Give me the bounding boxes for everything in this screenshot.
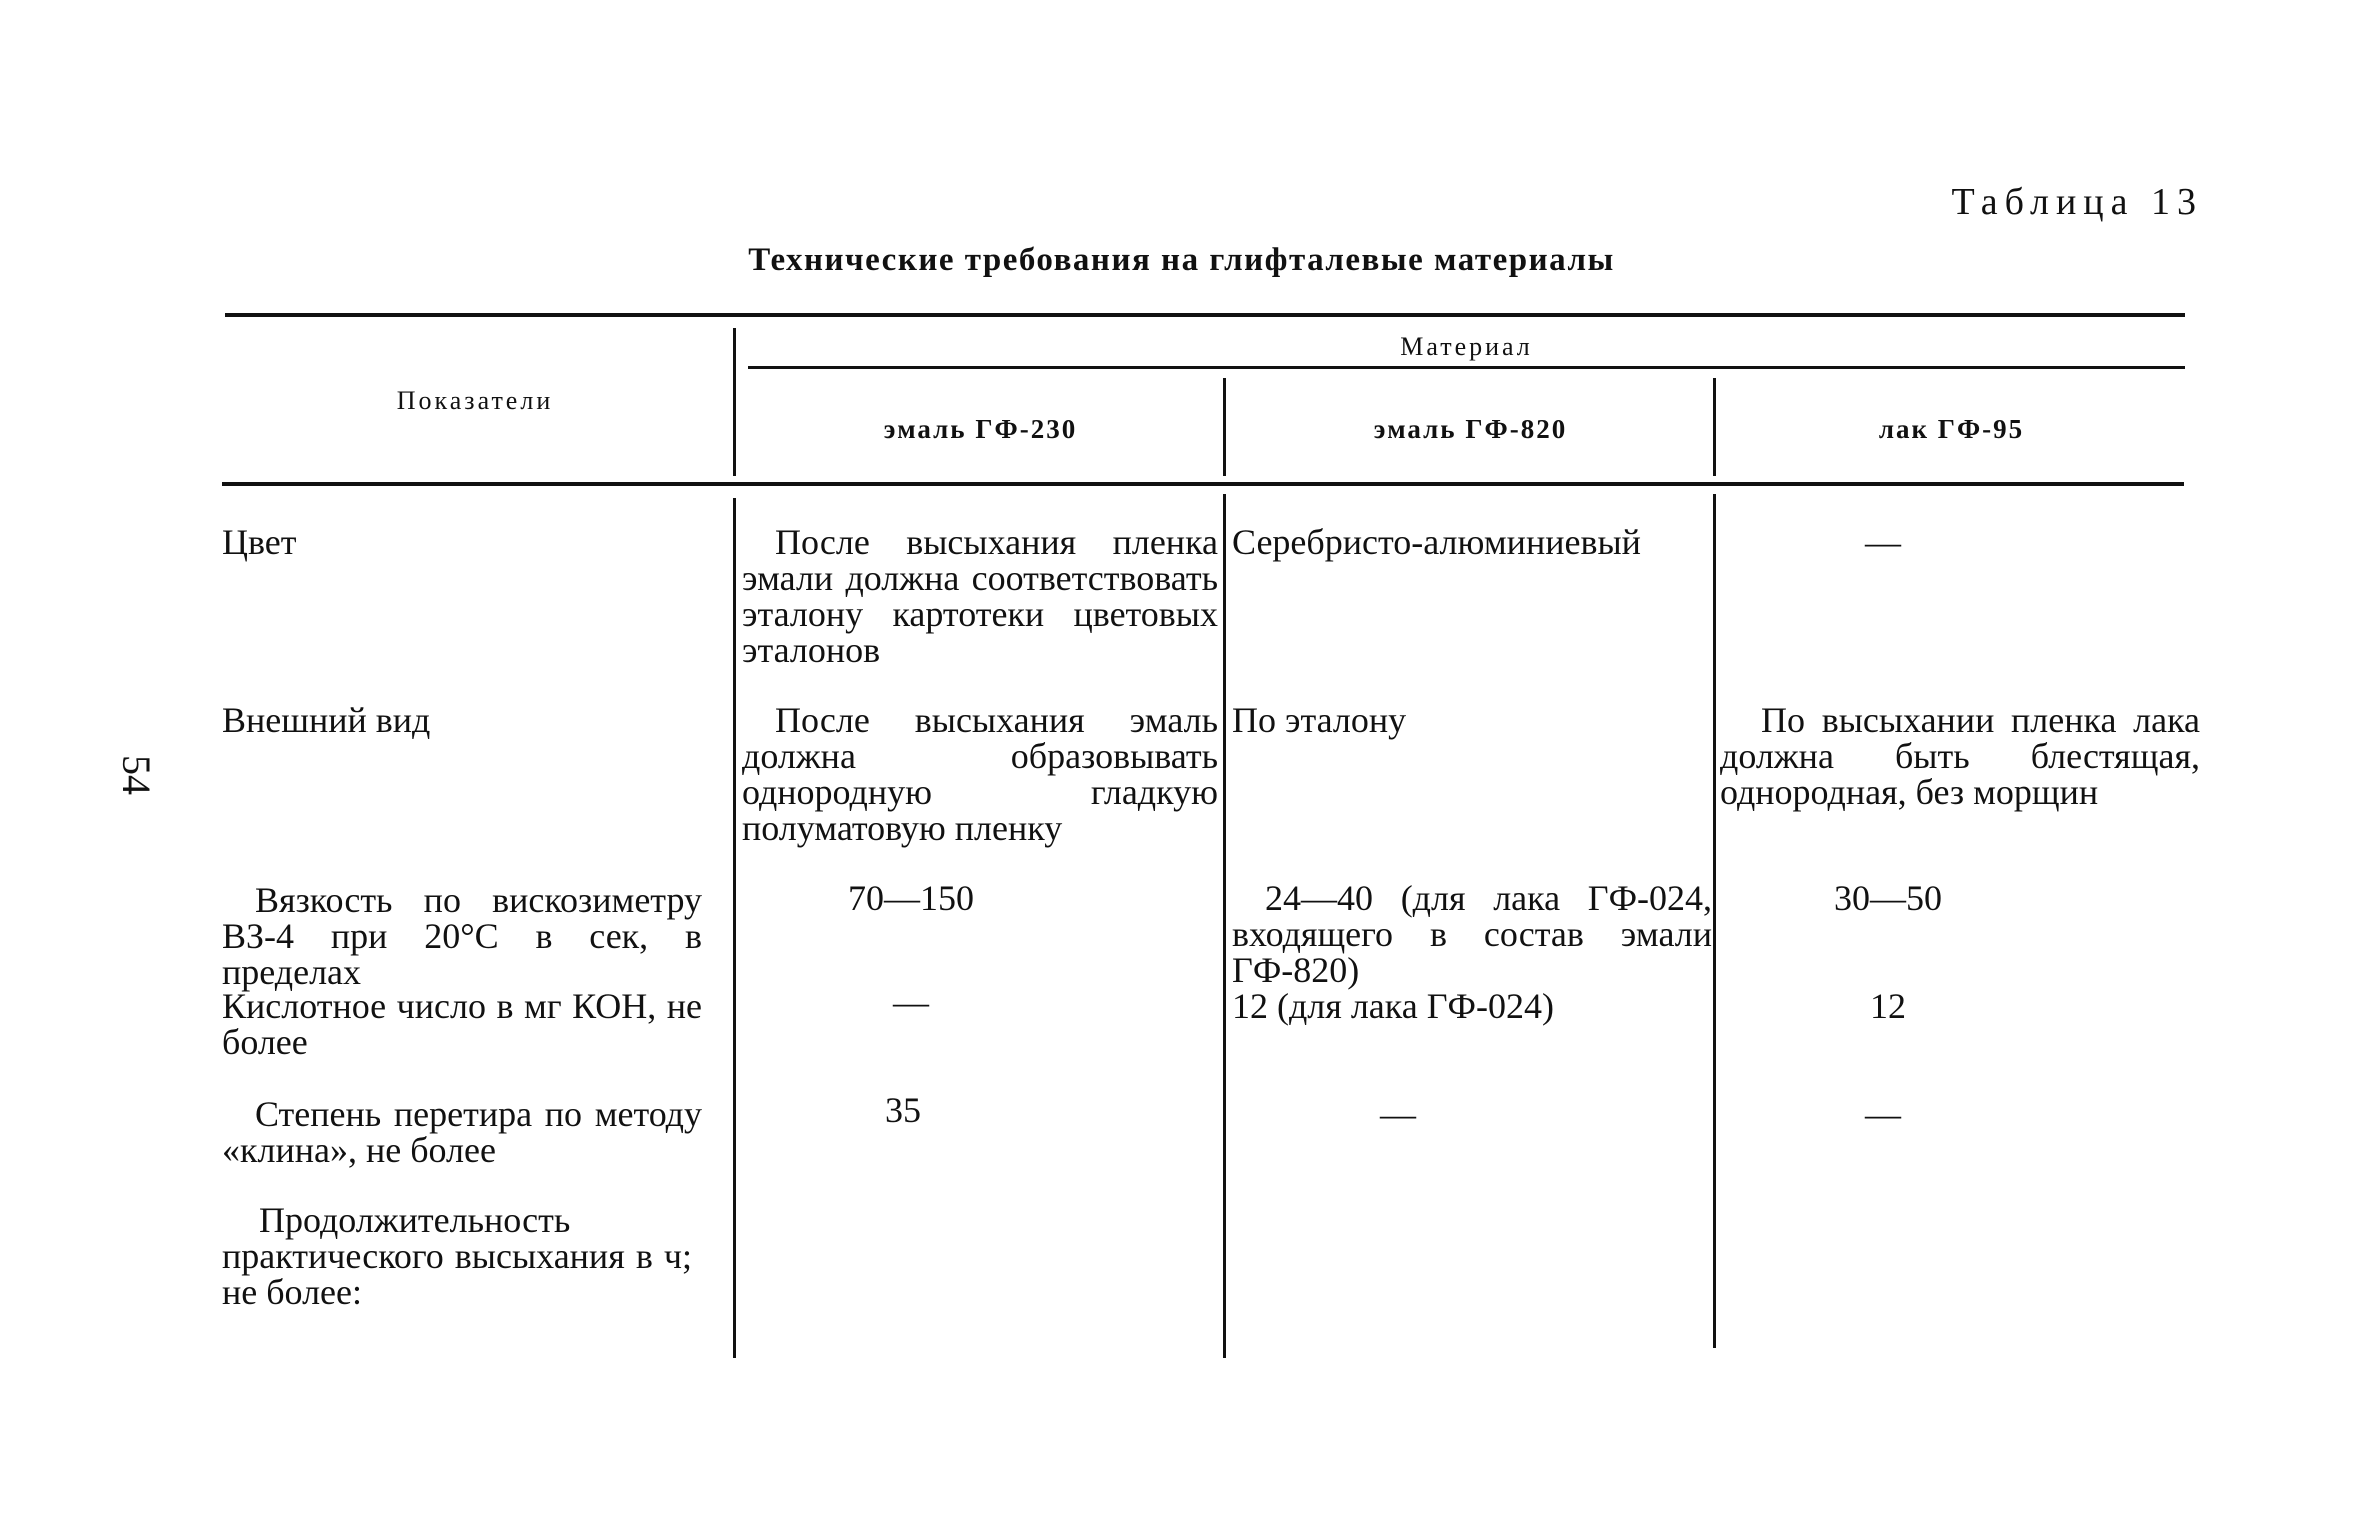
column-divider-2 bbox=[1223, 378, 1226, 476]
header-col-gf95: лак ГФ-95 bbox=[1878, 414, 2025, 444]
row-acid-number-label: Кислотное число в мг КОН, не более bbox=[222, 986, 702, 1062]
row-viscosity-gf820: 24—40 (для лака ГФ-024, входящего в состав эмали ГФ-820) bbox=[1232, 878, 1712, 990]
header-col-gf230: эмаль ГФ-230 bbox=[883, 414, 1078, 444]
column-divider-1 bbox=[733, 328, 736, 476]
page-number: 54 bbox=[114, 755, 159, 795]
row-color-label: Цвет bbox=[222, 522, 297, 562]
row-grind-gf230: 35 bbox=[885, 1090, 921, 1130]
row-appearance-label: Внешний вид bbox=[222, 700, 431, 740]
row-viscosity-label: Вязкость по вискозиметру ВЗ-4 при 20°С в сек, в пределах bbox=[222, 880, 702, 992]
row-drying-time-label: Продолжительность практического высыхания в ч; не более: bbox=[222, 1200, 692, 1312]
row-grind-label: Степень перетира по методу «клина», не более bbox=[222, 1094, 702, 1170]
row-viscosity-gf230: 70—150 bbox=[848, 878, 974, 918]
row-color-gf230: После высыхания пленка эмали должна соответствовать эталону картотеки цветовых эталонов bbox=[742, 522, 1218, 670]
header-indicators: Показатели bbox=[396, 386, 554, 415]
table-number: Таблица 13 bbox=[1951, 181, 2203, 223]
column-divider-3 bbox=[1713, 378, 1716, 476]
row-acid-number-gf820: 12 (для лака ГФ-024) bbox=[1232, 986, 1554, 1026]
table-title: Технические требования на глифталевые материалы bbox=[748, 242, 1615, 278]
row-appearance-gf820: По эталону bbox=[1232, 700, 1407, 740]
column-divider-2-body bbox=[1223, 494, 1226, 1358]
column-divider-3-body bbox=[1713, 494, 1716, 1348]
row-acid-number-gf230: — bbox=[893, 982, 929, 1022]
row-grind-gf95: — bbox=[1865, 1094, 1901, 1134]
row-viscosity-gf95: 30—50 bbox=[1834, 878, 1942, 918]
row-acid-number-gf95: 12 bbox=[1870, 986, 1906, 1026]
header-col-gf820: эмаль ГФ-820 bbox=[1373, 414, 1568, 444]
row-color-gf95: — bbox=[1865, 522, 1901, 562]
row-appearance-gf95: По высыхании пленка лака должна быть блестящая, однородная, без морщин bbox=[1720, 700, 2200, 812]
row-grind-gf820: — bbox=[1380, 1094, 1416, 1134]
column-divider-1-body bbox=[733, 498, 736, 1358]
header-bottom-rule bbox=[222, 482, 2184, 486]
row-color-gf820: Серебристо-алюминиевый bbox=[1232, 522, 1641, 562]
row-appearance-gf230: После высыхания эмаль должна образовывать однородную гладкую полуматовую пленку bbox=[742, 700, 1218, 848]
header-material: Материал bbox=[1400, 332, 1533, 361]
table-top-rule bbox=[225, 313, 2185, 317]
material-rule bbox=[748, 366, 2185, 369]
